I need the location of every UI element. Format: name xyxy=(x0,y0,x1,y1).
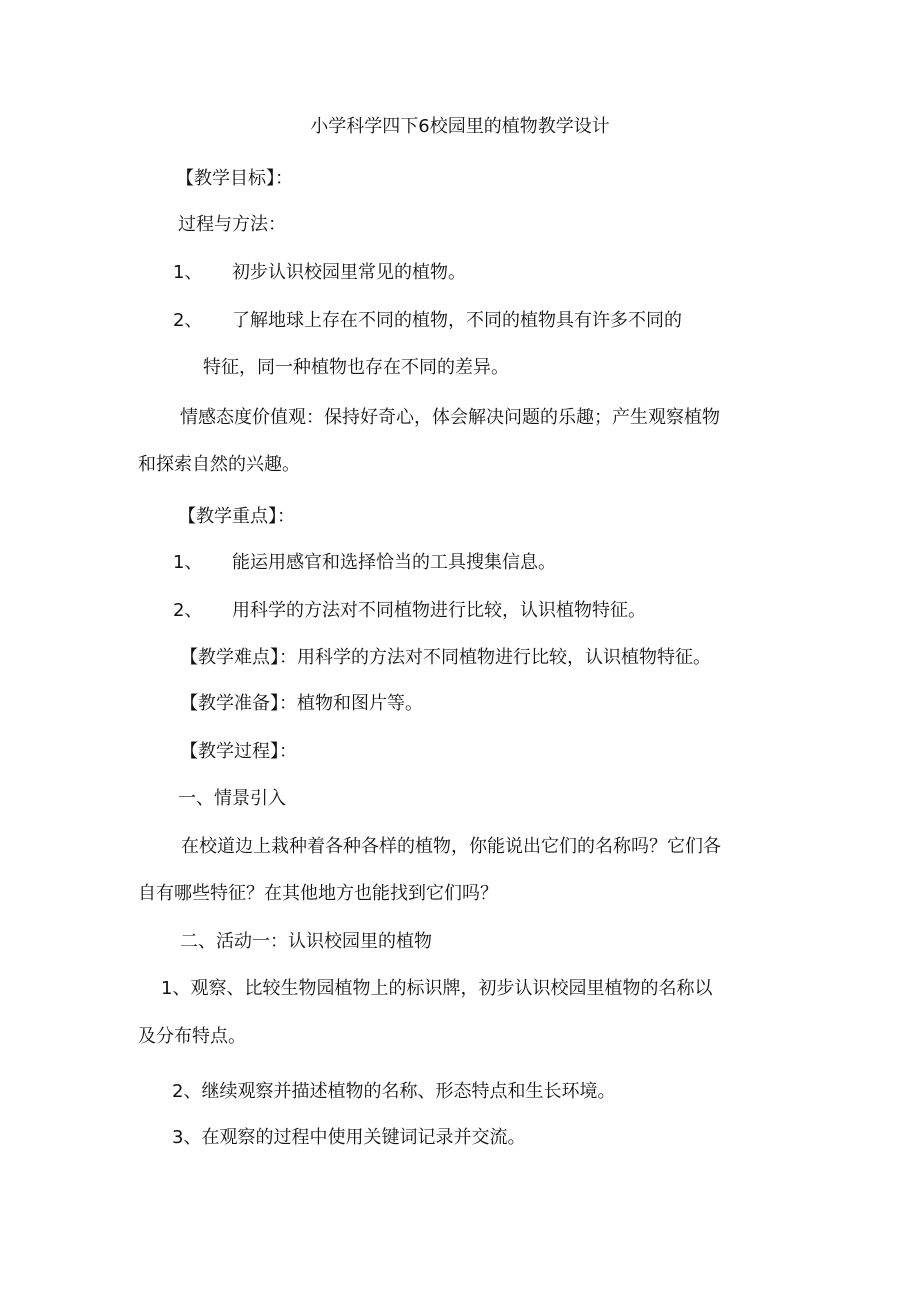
activity-item-3: 3、在观察的过程中使用关键词记录并交流。 xyxy=(172,1127,526,1148)
key-point-1-number: 1、 xyxy=(173,552,203,573)
section-1-line-2: 自有哪些特征？在其他地方也能找到它们吗？ xyxy=(138,883,498,904)
objective-item-1-text: 初步认识校园里常见的植物。 xyxy=(232,262,466,283)
emotion-line-1: 情感态度价值观：保持好奇心，体会解决问题的乐趣；产生观察植物 xyxy=(180,407,720,428)
objective-item-2-text: 了解地球上存在不同的植物，不同的植物具有许多不同的 xyxy=(232,310,682,331)
activity-item-1-line-2: 及分布特点。 xyxy=(138,1026,246,1047)
objective-item-2-number: 2、 xyxy=(173,310,203,331)
document-title: 小学科学四下6校园里的植物教学设计 xyxy=(310,116,610,137)
objectives-heading: 【教学目标】： xyxy=(176,168,293,189)
section-1-heading: 一、情景引入 xyxy=(178,788,286,809)
process-method-heading: 过程与方法： xyxy=(178,214,286,235)
process-heading: 【教学过程】： xyxy=(180,741,297,762)
key-point-1-text: 能运用感官和选择恰当的工具搜集信息。 xyxy=(232,552,556,573)
key-point-2-number: 2、 xyxy=(173,600,203,621)
difficulty-line: 【教学难点】：用科学的方法对不同植物进行比较，认识植物特征。 xyxy=(180,647,711,668)
objective-item-2-continuation: 特征，同一种植物也存在不同的差异。 xyxy=(203,357,509,378)
objective-item-1-number: 1、 xyxy=(173,262,203,283)
preparation-line: 【教学准备】：植物和图片等。 xyxy=(180,693,423,714)
activity-item-2: 2、继续观察并描述植物的名称、形态特点和生长环境。 xyxy=(172,1081,616,1102)
key-points-heading: 【教学重点】： xyxy=(178,506,295,527)
section-1-line-1: 在校道边上栽种着各种各样的植物，你能说出它们的名称吗？它们各 xyxy=(181,836,721,857)
activity-item-1-line-1: 1、观察、比较生物园植物上的标识牌，初步认识校园里植物的名称以 xyxy=(161,978,713,999)
key-point-2-text: 用科学的方法对不同植物进行比较，认识植物特征。 xyxy=(232,600,646,621)
emotion-line-2: 和探索自然的兴趣。 xyxy=(138,454,300,475)
section-2-heading: 二、活动一：认识校园里的植物 xyxy=(180,931,432,952)
